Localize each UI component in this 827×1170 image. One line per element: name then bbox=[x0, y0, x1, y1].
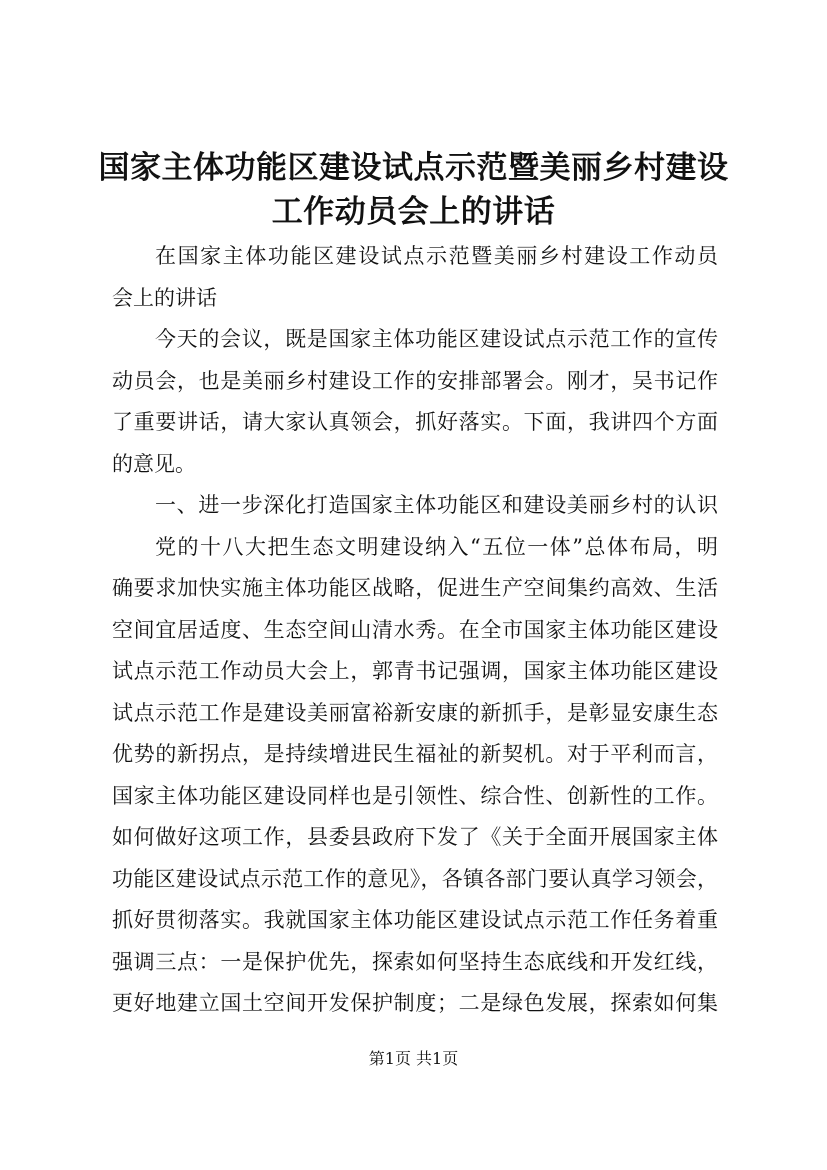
document-title-line-1: 国家主体功能区建设试点示范暨美丽乡村建设 bbox=[98, 150, 729, 186]
body-line: 更好地建立国土空间开发保护制度；二是绿色发展，探索如何集 bbox=[112, 991, 718, 1015]
body-line: 试点示范工作是建设美丽富裕新安康的新抓手，是彰显安康生态 bbox=[112, 701, 718, 725]
body-line: 动员会，也是美丽乡村建设工作的安排部署会。刚才，吴书记作 bbox=[112, 369, 718, 393]
body-line: 功能区建设试点示范工作的意见》，各镇各部门要认真学习领会， bbox=[112, 867, 718, 891]
body-line: 抓好贯彻落实。我就国家主体功能区建设试点示范工作任务着重 bbox=[112, 908, 718, 932]
body-line: 国家主体功能区建设同样也是引领性、综合性、创新性的工作。 bbox=[112, 784, 718, 808]
body-line: 会上的讲话 bbox=[112, 286, 217, 310]
body-line: 了重要讲话，请大家认真领会，抓好落实。下面，我讲四个方面 bbox=[112, 410, 718, 434]
body-line: 空间宜居适度、生态空间山清水秀。在全市国家主体功能区建设 bbox=[112, 618, 718, 642]
body-line: 如何做好这项工作，县委县政府下发了《关于全面开展国家主体 bbox=[112, 825, 718, 849]
body-line: 优势的新拐点，是持续增进民生福祉的新契机。对于平利而言， bbox=[112, 742, 718, 766]
body-line: 确要求加快实施主体功能区战略，促进生产空间集约高效、生活 bbox=[112, 576, 718, 600]
body-line: 党的十八大把生态文明建设纳入“五位一体”总体布局，明 bbox=[155, 535, 718, 559]
body-line: 在国家主体功能区建设试点示范暨美丽乡村建设工作动员 bbox=[155, 244, 718, 268]
body-line: 的意见。 bbox=[112, 452, 196, 476]
body-line: 强调三点：一是保护优先，探索如何坚持生态底线和开发红线， bbox=[112, 950, 718, 974]
document-title-line-2: 工作动员会上的讲话 bbox=[271, 194, 556, 230]
section-heading: 一、进一步深化打造国家主体功能区和建设美丽乡村的认识 bbox=[155, 493, 718, 517]
body-line: 试点示范工作动员大会上，郭青书记强调，国家主体功能区建设 bbox=[112, 659, 718, 683]
page-number-footer: 第1页 共1页 bbox=[368, 1049, 459, 1068]
body-line: 今天的会议，既是国家主体功能区建设试点示范工作的宣传 bbox=[155, 327, 718, 351]
